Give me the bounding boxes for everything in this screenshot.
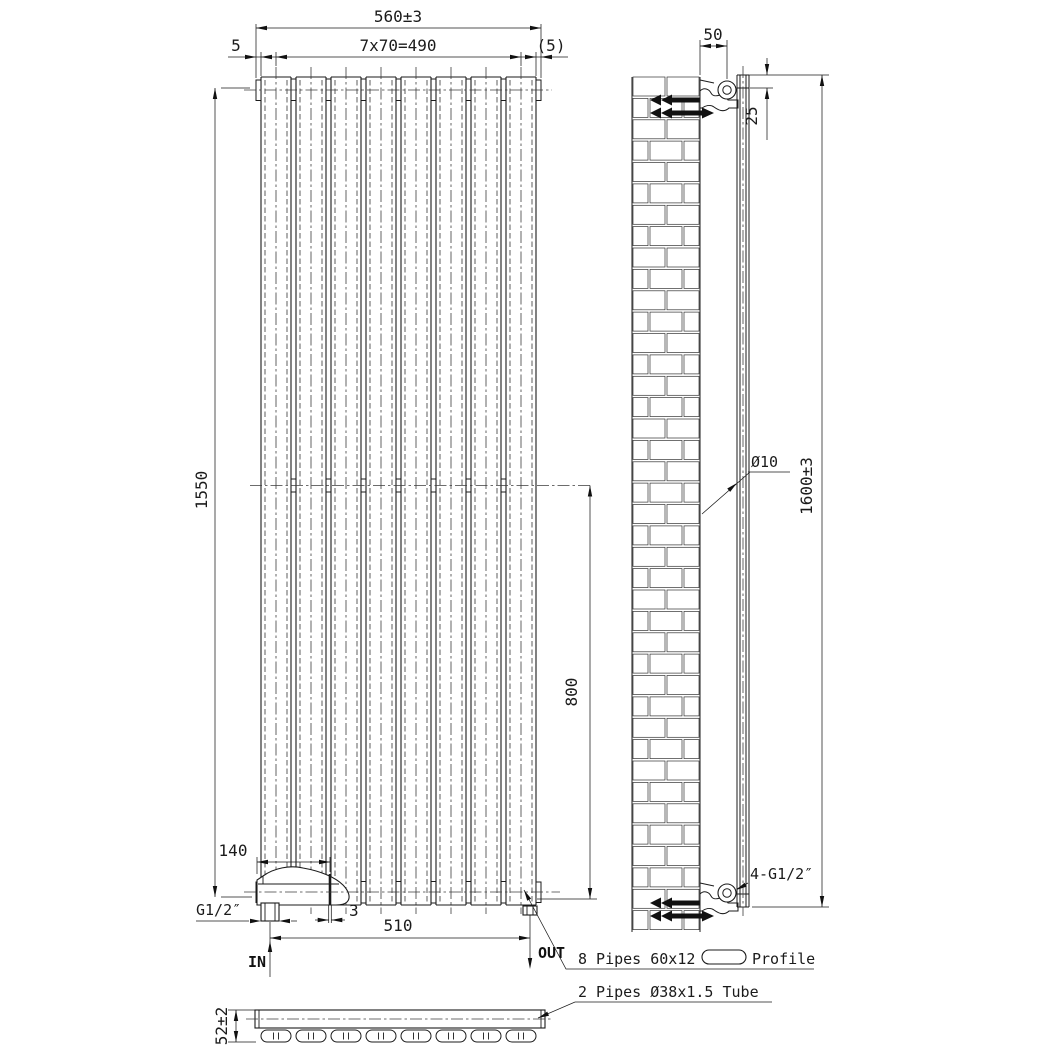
brick — [684, 440, 699, 459]
brick — [684, 227, 699, 246]
brick-wall — [633, 77, 699, 930]
dim-arrow — [510, 55, 521, 59]
brick — [684, 740, 699, 759]
brick — [650, 740, 682, 759]
inlet-fitting — [261, 903, 279, 921]
profile-symbol — [702, 950, 746, 964]
brick — [667, 334, 699, 353]
brick — [667, 847, 699, 866]
dim-arrow — [234, 1031, 238, 1042]
dim-arrow — [820, 75, 824, 86]
brick — [633, 312, 648, 331]
brick — [633, 269, 648, 288]
dim-depth: 52±2 — [212, 1006, 231, 1046]
panel-hidden-line — [405, 80, 427, 902]
brick — [684, 911, 699, 930]
dim-arrow — [528, 958, 532, 969]
panel-hidden-line — [475, 80, 497, 902]
brick — [667, 77, 699, 96]
dim-arrow — [245, 55, 256, 59]
brick — [633, 77, 665, 96]
dim-arrow — [519, 936, 530, 940]
dim-arrow — [268, 941, 272, 952]
dim-arrow — [525, 55, 536, 59]
brick — [633, 761, 665, 780]
brick — [633, 526, 648, 545]
dim-valve-offset: 140 — [218, 841, 248, 860]
label-outlet-flow: OUT — [538, 944, 566, 962]
dim-arrow — [276, 55, 287, 59]
brick — [633, 697, 648, 716]
dim-tube-pitch: 7x70=490 — [359, 36, 437, 55]
tube-connectors — [291, 79, 506, 903]
dim-panel-height: 1550 — [192, 470, 211, 510]
label-bracket-hole: Ø10 — [751, 453, 779, 471]
bracket-hooks — [700, 80, 714, 886]
brick — [667, 291, 699, 310]
brick — [667, 547, 699, 566]
dim-overall-width: 560±3 — [373, 7, 423, 26]
dim-bracket-offset: 50 — [703, 25, 723, 44]
brick — [633, 163, 665, 182]
brick — [684, 184, 699, 203]
brick — [633, 248, 665, 267]
dim-arrow — [700, 44, 711, 48]
brick — [667, 120, 699, 139]
panel-profile-ovals — [261, 1030, 536, 1042]
panel-profile-oval — [261, 1030, 291, 1042]
dim-left-end-offset: 5 — [231, 36, 241, 55]
brick — [650, 227, 682, 246]
dim-arrow — [588, 486, 592, 497]
dim-arrow — [765, 64, 769, 75]
dim-arrow — [541, 55, 552, 59]
brick — [667, 804, 699, 823]
note-tube-pipes: 2 Pipes Ø38x1.5 Tube — [578, 983, 759, 1001]
brick — [650, 868, 682, 887]
panel-profile-oval — [331, 1030, 361, 1042]
brick — [650, 483, 682, 502]
brick — [633, 398, 648, 417]
panel-centerlines — [276, 67, 521, 914]
brick — [650, 141, 682, 160]
brick — [667, 419, 699, 438]
brick — [650, 825, 682, 844]
label-inlet-thread: G1/2″ — [196, 901, 242, 919]
brick — [650, 312, 682, 331]
brick — [667, 505, 699, 524]
brick — [633, 590, 665, 609]
brick — [667, 590, 699, 609]
brick — [684, 654, 699, 673]
brick — [684, 825, 699, 844]
brick — [650, 398, 682, 417]
panel-profile-oval — [506, 1030, 536, 1042]
brick — [633, 376, 665, 395]
dim-arrow — [522, 889, 531, 901]
brick — [650, 440, 682, 459]
brick — [667, 462, 699, 481]
panel-array — [261, 77, 536, 905]
dim-top-offset: 25 — [742, 106, 761, 126]
brick — [684, 697, 699, 716]
dim-arrow — [279, 919, 290, 923]
brick — [667, 163, 699, 182]
brick — [633, 804, 665, 823]
panel-profile-oval — [366, 1030, 396, 1042]
brick — [667, 761, 699, 780]
brick — [633, 847, 665, 866]
dim-arrow — [588, 888, 592, 899]
brick — [684, 398, 699, 417]
panel-profile-oval — [436, 1030, 466, 1042]
brick — [633, 334, 665, 353]
brick — [633, 419, 665, 438]
panel-hidden-line — [440, 80, 462, 902]
brick — [684, 868, 699, 887]
brick — [667, 718, 699, 737]
dim-arrow — [213, 88, 217, 99]
brick — [633, 483, 648, 502]
brick — [633, 611, 648, 630]
panel-hidden-line — [265, 80, 287, 902]
dim-arrow — [319, 860, 330, 864]
brick — [650, 569, 682, 588]
dim-arrow — [234, 1010, 238, 1021]
panel-profile-oval — [471, 1030, 501, 1042]
brick — [650, 782, 682, 801]
note-panel-profile: Profile — [752, 950, 816, 968]
brick — [684, 782, 699, 801]
dim-arrow — [213, 886, 217, 897]
panel-hidden-line — [335, 80, 357, 902]
dim-arrow — [261, 55, 272, 59]
brick — [633, 782, 648, 801]
dim-outlet-drop: 800 — [562, 677, 581, 707]
brick — [633, 868, 648, 887]
brick — [633, 825, 648, 844]
label-connections-thread: 4-G1/2″ — [750, 865, 814, 883]
dim-right-end-offset: (5) — [536, 36, 566, 55]
brick — [650, 184, 682, 203]
brick — [633, 676, 665, 695]
dim-valve-gap: 3 — [349, 901, 359, 920]
brick — [667, 376, 699, 395]
brick — [633, 141, 648, 160]
dim-connection-spacing: 510 — [383, 916, 413, 935]
brick — [667, 633, 699, 652]
dim-arrow — [318, 918, 329, 922]
leader-tube-note — [538, 1002, 772, 1018]
brick — [684, 312, 699, 331]
brick — [650, 269, 682, 288]
tube-end-caps — [256, 80, 541, 903]
brick — [633, 654, 648, 673]
label-inlet-flow: IN — [247, 953, 266, 971]
dim-arrow — [257, 860, 268, 864]
panel-profile-oval — [296, 1030, 326, 1042]
dim-arrow — [331, 918, 342, 922]
brick — [650, 526, 682, 545]
brick — [633, 355, 648, 374]
brick — [633, 569, 648, 588]
brick — [684, 141, 699, 160]
panel-hidden-line — [510, 80, 532, 902]
brick — [633, 184, 648, 203]
brick — [650, 911, 682, 930]
brick — [650, 654, 682, 673]
brick — [650, 355, 682, 374]
brick — [633, 98, 648, 117]
bracket-boss-bottom-outer — [718, 884, 736, 902]
brick — [633, 462, 665, 481]
brick — [684, 483, 699, 502]
dim-overall-height: 1600±3 — [797, 457, 816, 515]
dim-arrow — [530, 26, 541, 30]
dim-arrow — [716, 44, 727, 48]
dim-arrow — [250, 919, 261, 923]
brick — [633, 505, 665, 524]
brick — [684, 269, 699, 288]
brick — [667, 676, 699, 695]
brick — [633, 911, 648, 930]
dim-arrow — [820, 896, 824, 907]
panel-profile-oval — [401, 1030, 431, 1042]
dim-arrow — [270, 936, 281, 940]
brick — [650, 697, 682, 716]
brick — [633, 440, 648, 459]
brick — [633, 227, 648, 246]
brick — [650, 611, 682, 630]
brick — [684, 611, 699, 630]
brick — [633, 718, 665, 737]
brick — [633, 740, 648, 759]
brick — [667, 248, 699, 267]
brick — [684, 526, 699, 545]
brick — [633, 291, 665, 310]
note-panel-pipes: 8 Pipes 60x12 — [578, 950, 696, 968]
dim-arrow — [256, 26, 267, 30]
panel-hidden-line — [370, 80, 392, 902]
dim-arrow — [765, 88, 769, 99]
brick — [633, 120, 665, 139]
brick — [633, 633, 665, 652]
bracket-boss-top-outer — [718, 81, 736, 99]
brick — [684, 355, 699, 374]
brick — [633, 205, 665, 224]
brick — [667, 205, 699, 224]
brick — [684, 569, 699, 588]
panel-hidden-line — [300, 80, 322, 902]
brick — [633, 547, 665, 566]
